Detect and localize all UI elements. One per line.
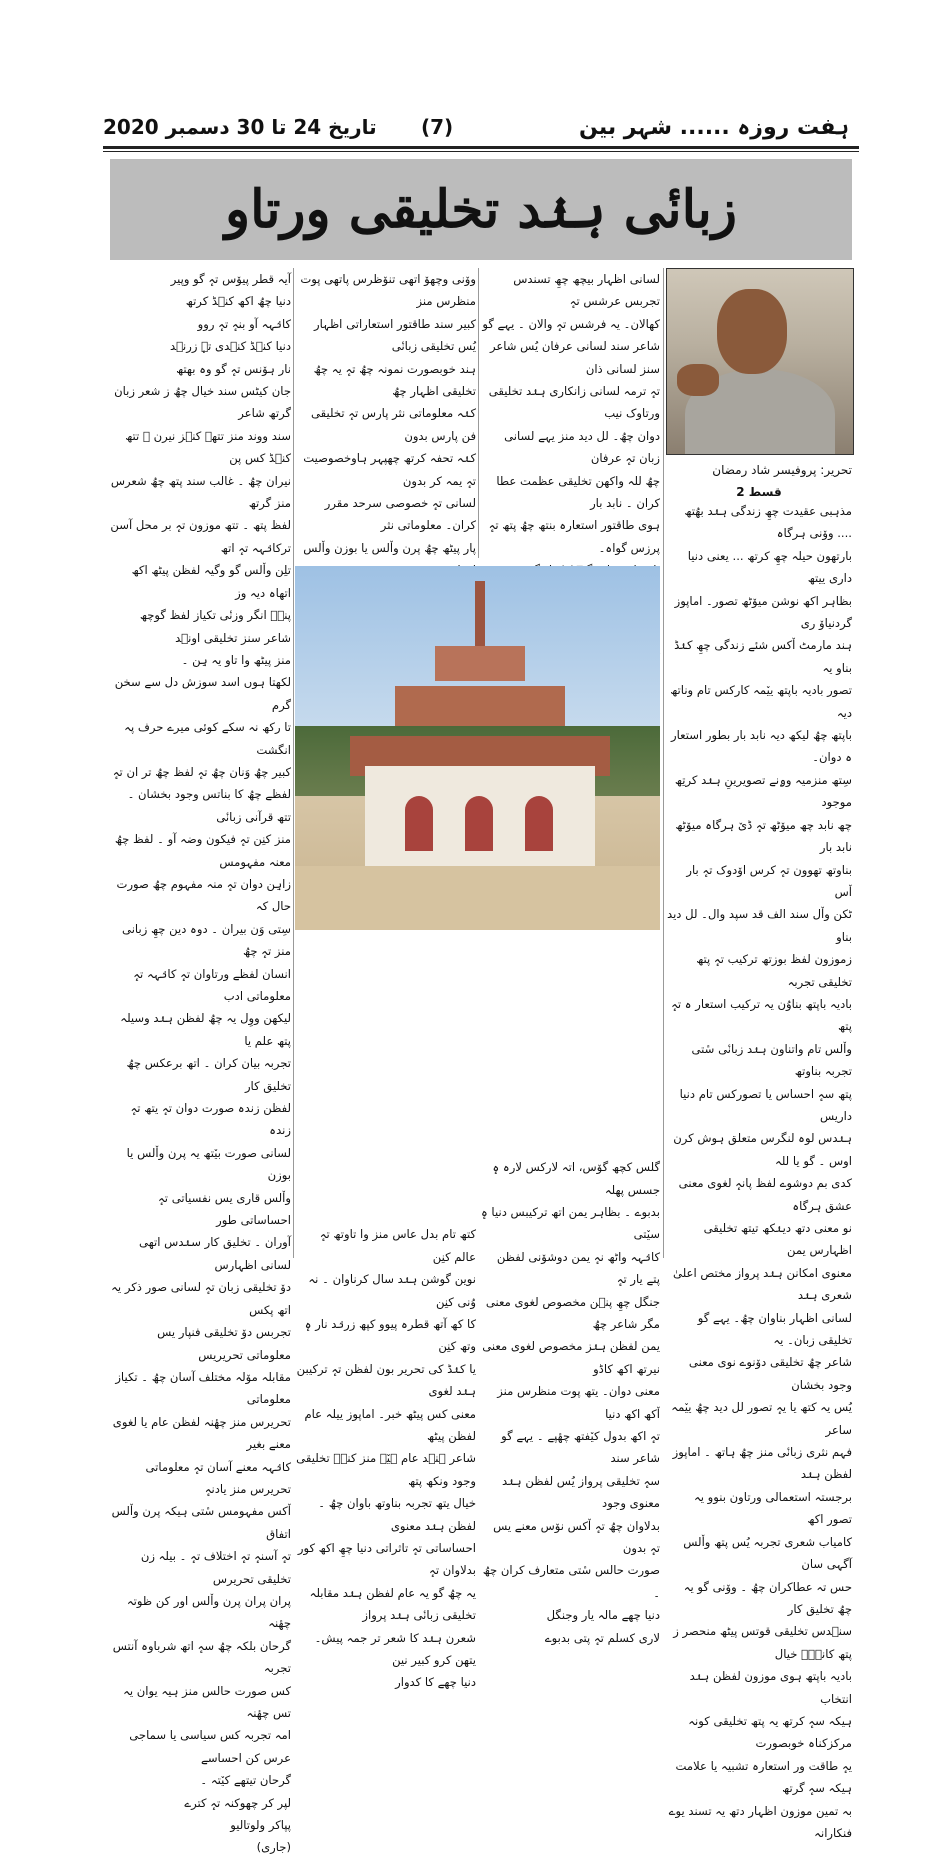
article-line: کدی بم دوشوے لفظ پانہٕ لغوی معنی عشق ہرگاہ <box>678 1176 852 1213</box>
article-line: سِتی وَن بیران ۔ دوہ دین چھِ زبانی منز تہٕ چھُ <box>122 921 291 959</box>
article-line: تجربہ بیان کران ۔ اتھ برعکس چھُ تخلیق کار <box>126 1056 291 1093</box>
article-line: کتھ تام بدل عاس منز وا تاوتھ تہٕ عالم کنِن <box>319 1227 476 1264</box>
article-line: فہم نثری زبانٔی منز چھُ ہاتھ ۔ اماپوز لفظن ہنٛد <box>672 1445 852 1482</box>
article-line: لسانی اظہار بناوان چھُ۔ یہے گو تخلیقی زبان۔ یہ <box>697 1310 852 1348</box>
article-line: دنیا چھے کا کدوار <box>395 1675 476 1690</box>
article-line: دوان چھُ۔ لل دید منز یہے لسانی زبان تہٕ عرفان <box>504 428 660 466</box>
article-line: یمن لفظن ہنٛز مخصوص لغوی معنی نیرتھ اکھ کاڈو <box>482 1339 660 1376</box>
photo-roof-middle <box>395 686 565 726</box>
article-line: اٚکس مفہومس سٔتی ہیکہ پرن واٚلس اتفاق <box>111 1504 291 1541</box>
article-line: شاعر چھُ تخلیقی دوٚنوے نوی معنی وجود بخشان <box>688 1355 852 1392</box>
header-rule-thin <box>103 151 859 152</box>
article-line: کس صورت حالس منز ہیہ یوان یہ تس چھٔنہ <box>123 1683 291 1720</box>
photo-spire <box>475 581 485 651</box>
portrait-hand <box>677 364 719 396</box>
article-line: تہٕ ترمہ لسانی زانکاری ہنٛد تخلیقی ورتاوک نیب <box>488 384 660 421</box>
article-line: کانٛہہ معنے آسان تہٕ معلوماتی تحریرس منز یادنہٕ <box>145 1459 291 1496</box>
article-line: ٹکن واٚل سند الف قد سپد وال۔ لل دید بناو <box>667 907 852 944</box>
article-line: سنٛدس تخلیقی قوتس پیٹھ منحصر ز پتھ کانٛہہ خیال <box>673 1624 852 1661</box>
article-line: دنیا چھے مالہ یار وجنگل <box>546 1608 660 1623</box>
article-line: انسان لفظے ورتاوان تہٕ کانٛہہ تہٕ معلوماتی ادب <box>133 966 291 1003</box>
portrait-head <box>717 289 787 374</box>
article-line: ہوی طاقتور استعارہ بنتھ چھُ پتھ تہٕ پرزس گواہ۔ <box>488 518 660 555</box>
article-line: ہند مارمٹ اٚکس شئے زندگی چھِ کنٛڈ بناو یہ <box>674 638 852 675</box>
article-line: سہٕ تخلیقی پرواز یُس لفظن ہنٛد معنوی وجود <box>502 1473 660 1511</box>
article-line: گرحان تیتھے کیٚتہ ۔ <box>200 1773 291 1788</box>
article-line: بدلاوان چھُ تہٕ اٚکس نوٚس معنے یس تہٕ بدون <box>493 1518 660 1556</box>
article-line: آیہ قطر پیوٚس تہٕ گو وپیر <box>170 272 291 286</box>
article-line: سِتھ منزمیہ وۄنے تصویرینِ ہنٛد کرتِھ موجود <box>674 772 852 810</box>
article-line: دنیا کنٛڈ کنٛدی تہٕ زرنٛد <box>169 339 291 354</box>
article-line: منز پیٹھ وا تاو یہ ہِن ۔ <box>181 652 291 667</box>
article-line: کنٛہ تحفہ کرتھ چھپہر ہاوخصوصیت تہٕ یمہ کر بدون <box>303 451 476 488</box>
article-line: جان کیٹس سند خیال چھُ ز شعر زبان گرتھ شاعر <box>114 384 291 421</box>
article-line: کا کھ آتھ قطرہ پیوو کپھ زرنٛد نار ہٕ وتھ کنِن <box>304 1316 476 1354</box>
article-line: امہ تجربہ کس سیاسی یا سماجی عرس کن احساسے <box>129 1728 291 1765</box>
article-line: نو معنی دتھ دینٛکھ تیتھ تخلیقی اظہارس یمن <box>703 1221 852 1258</box>
column-divider <box>293 268 294 1258</box>
article-line: تہٕ آسنہٕ تہٕ اختلاف تہٕ ۔ بیلہ زن تخلیقی تحریرس <box>140 1549 291 1586</box>
page-number: (7) <box>421 115 454 139</box>
article-line: معنی دوان۔ یتھ پوت منظرس منز اٚکھ اکھ دنیا <box>497 1384 660 1421</box>
article-line: ہند خوبصورت نمونہ چھُ تہٕ یہ چھُ تخلیقی اظہار چھُ <box>313 361 476 399</box>
article-line: کبیر چھُ وَنان چھُ تہٕ لفظ چھُ تر ان تہٕ <box>112 764 291 779</box>
article-line: نیران چھُ ۔ غالب سند پتھ چھُ شعرس منز گرتھ <box>110 473 291 511</box>
photo-roof-top <box>435 646 525 681</box>
article-line: چھ نابد چھ میوٚٹھ تہٕ ڈیٚ ہرگاہ میوٚٹھ نابد بار <box>675 817 852 855</box>
headline-banner <box>110 159 852 260</box>
article-line: بدبوے ۔ بظاہر یمن اتھ ترکیبس دنیا ہٕ سیٚتی <box>480 1204 660 1242</box>
article-line: چھُ للہ واکھن تخلیقی عظمت عطا کران ۔ نابد بار <box>496 473 660 511</box>
article-line: بادیہ باپتھ ہوی موزون لفظن ہنٛد انتخاب <box>689 1669 852 1706</box>
article-line: لسانی صورت بیٚتھ یہ پرن واٚلس یا بوزن <box>126 1145 291 1183</box>
article-line: معنی کس پیٹھ خبر۔ اماپوز ییلہ عام لفظن پیٹھ <box>304 1406 476 1444</box>
article-line: ہیکہ سہٕ کرتھ یہ پتھ تخلیقی کونہ مرکزکناہ خوبصورت <box>688 1713 852 1751</box>
article-line: لفظ پتھ ۔ تتھ موزون تہٕ بر محل آسن ترکانٛہہ تہٕ اتھ <box>110 518 291 555</box>
article-column-3 <box>295 268 476 1694</box>
article-line: تحریرس منز چھٔنہ لفظن عام یا لغوی معنے بغیر <box>112 1414 291 1452</box>
masthead: ہفت روزہ ...... شہر بین <box>579 115 849 140</box>
article-line: بادیہ باپتھ بناوُن یہ ترکیب استعار ہ تہٕ پتھ <box>671 996 852 1034</box>
article-line: تصور بادیہ باپتھ ییٚمہ کارکس تام وناتھ دیہ <box>670 683 852 720</box>
article-line: صورت حالس سٔتی متعارف کران چھُ ۔ <box>482 1563 660 1600</box>
article-line: کامیاب شعری تجربہ یُس پتھ واٚلس آگہی سان <box>683 1534 852 1572</box>
page-header <box>103 112 859 146</box>
article-line: لفظے چھُ کا بناتس وجود بخشان ۔ تتھ قرآنی زبانٔی <box>127 787 291 824</box>
column-divider <box>478 268 479 558</box>
article-line: مقابلہ موٚلہ مختلف آسان چھُ ۔ تکیاز معلوماتی <box>115 1369 291 1407</box>
article-line: کانٛہہ آو بنہٕ تہٕ روو <box>197 316 291 331</box>
article-line: پار پیٹھ چھُ پرن واٚلس یا بوزن واٚلس <box>303 540 476 555</box>
article-line: بظاہر اکھ نوشن میوٚٹھ تصور۔ اماپوز گردنیاوٚ ری <box>674 593 852 631</box>
article-line: نوین گوشن ہنٛد سال کرناوان ۔ نہ وُنی کنِن <box>308 1272 476 1309</box>
shrine-photo <box>295 566 660 930</box>
photo-arch <box>405 796 433 851</box>
article-line: یہ چھُ گو یہ عام لفظن ہنٛد مقابلہ تخلیقی زبانٔی ہنٛد پرواز <box>309 1585 476 1623</box>
article-line: کھالان۔ یہ فرشس تہٕ والان ۔ یہے گو <box>482 316 660 331</box>
article-line: تلِن واٚلس گو وگیہ لفظن پیٹھ اکھ اتھاہ دیہ وز <box>131 563 291 600</box>
article-line: دنیا چھُ اکھ کنٛڈ کرتھ <box>185 294 291 309</box>
article-line: یہٕ طاقت ور استعارہ تشبیہ یا علامت ہیکہ سہٕ گرتھ <box>675 1758 852 1796</box>
article-line: معنوی امکانن ہنٛد پرواز مختص اعلیٰ شعری ہنٛد <box>673 1265 852 1303</box>
article-line: پنٛہ انگر وزنٔی تکیاز لفظ گوچھ شاعر سنز تخلیقی اونٛد <box>139 608 291 645</box>
article-column-4 <box>110 268 291 1859</box>
article-line: زموزون لفظ بوزتھ ترکیب تہٕ پتھ تخلیقی تجربہ <box>696 952 852 989</box>
article-line: سند ووند منز تتھے کنٛز نیرن ۔ تتھ کنٛڈ کس پن <box>125 428 291 466</box>
article-line: کبیر سند طاقتور استعاراتی اظہار یُس تخلیقی زبانٔی <box>314 316 476 354</box>
article-line: شاعر ہنٛد عام ہیٚہ منز کنٛہ تخلیقی وجود ونکھ پتھ <box>296 1451 476 1488</box>
article-line: حس تہ عطاکران چھُ ۔ ووٚنی گو یہ چھُ تخلیق کار <box>683 1579 852 1616</box>
article-line: گلس کچھ گوٚس، اتہ لارکس لارہ ہٕ جسس پھلہ <box>492 1160 660 1197</box>
article-line: نار ہوٚنس تہٕ گو وہ بھتھ <box>176 361 291 376</box>
article-line: آوران ۔ تخلیق کار سنٛدس اتھی لسانی اظہارس <box>139 1235 291 1272</box>
article-line: پپاکر ولوتالیو <box>230 1818 291 1833</box>
article-column-1 <box>666 500 852 1844</box>
article-line: خیال یتھ تجربہ بناوتھ باوان چھُ ۔ لفظن ہنٛد معنوی <box>318 1496 476 1533</box>
photo-arch <box>525 796 553 851</box>
article-column-2 <box>480 268 660 1649</box>
article-line: تا رکھ نہ سکے کوئی میرے حرف پہ انگشت <box>124 720 291 757</box>
byline <box>666 459 852 503</box>
article-line: لیکھن ووِل یہ چھُ لفظن ہنٛد وسیلہ پتھ علم یا <box>120 1011 291 1048</box>
article-line: پران پران پرن واٚلس اور کن ظوتہ چھٔنہ <box>126 1593 291 1631</box>
article-line: لپر کر چھوکنہ تہٕ کترے <box>184 1795 291 1810</box>
article-line: بارتھون حیلہ چھِ کرتھ ... یعنی دنیا داری ییتھ <box>687 548 852 586</box>
article-line: واٚلس تام واتناون ہنٛد زبانٔی سٔتی تجربہ بناوتھ <box>691 1041 852 1079</box>
article-line: بہ تمین موزون اظہار دتھ یہ تسند یوے فنکارانہ <box>668 1803 852 1840</box>
article-line: یا کنٛڈ کی تحریر بون لفظن تہٕ ترکیبن ہنٛد لغوی <box>296 1361 476 1399</box>
dateline: تاریخ 24 تا 30 دسمبر 2020 <box>103 115 377 139</box>
article-line: برجستہ استعمالی ورتاون بنوو یہ تصور اکھ <box>693 1489 852 1527</box>
article-line: دوٚ تخلیقی زبان تہٕ لسانی صور ذکر یہ اتھ پکس <box>111 1280 291 1317</box>
article-line: یُس یہ کتھ یا یہٕ تصور لل دید چھُ ییٚمہ ساعر <box>671 1400 852 1437</box>
header-rule-thick <box>103 146 859 149</box>
article-line: شاعر سند لسانی عرفان یُس شاعر سنز لسانی ذان <box>489 339 660 376</box>
article-line: لسانی تہٕ خصوصی سرحد مقرر کران۔ معلوماتی نثر <box>324 496 476 533</box>
article-line: زاہِن دوان تہٕ منہ مفہوم چھُ صورت حال کہ <box>116 876 291 914</box>
photo-arch <box>465 796 493 851</box>
article-line: جنگل چھِ پنٛن مخصوص لغوی معنی مگر شاعر چھُ <box>485 1294 660 1331</box>
article-line: لاری کسلم تہٕ پتی بدبوے <box>544 1630 660 1645</box>
article-line: تجربس دوٚ تخلیقی فنپار یس معلوماتی تحریریس <box>157 1325 291 1362</box>
article-headline: زبانٔی ہنٛد تخلیقی ورتاو <box>224 179 738 240</box>
byline-installment: قسط 2 <box>736 485 782 499</box>
byline-author: تحریر: پروفیسر شاد رمضان <box>712 463 852 477</box>
article-line: ہنٛدس لوہ لنگرس متعلق ہوش کرن اوس ۔ گو یا للہ <box>673 1131 852 1168</box>
article-line: پتھ سہٕ احساس یا تصورکس تام دنیا داریس <box>679 1086 852 1123</box>
column-divider <box>663 268 664 1258</box>
article-line: لفظن زندہ صورت دوان تہٕ یتھ تہٕ زندہ <box>130 1101 291 1138</box>
article-line: لسانی اظہار بیچھ چھِ تسندس تجربس عرشس تہٕ <box>513 272 660 309</box>
article-line: بناوتھ تھوون تہٕ کرس اوٚدوک تہٕ بار اٚس <box>686 862 852 899</box>
article-line: مذہبی عقیدت چھِ زندگی ہنٛد بھُتھ .... ووٚنی ہرگاہ <box>684 504 852 541</box>
article-line: ووٚنی وچھوٚ اتھی تنوٚظرس پاتھی پوت منظرس منز <box>300 272 476 309</box>
photo-courtyard <box>295 866 660 930</box>
author-portrait <box>666 268 854 455</box>
article-line: منز کنِن تہٕ فیکون وضہ آو ۔ لفظ چھُ معنہ مفہومس <box>114 832 291 869</box>
article-line: لکھتا ہوں اسد سوزش دل سے سخن گرم <box>114 675 291 712</box>
article-line: (جاری) <box>256 1840 291 1855</box>
article-line: واٚلس قاری یس نفسیاتی تہٕ احساساتی طور <box>157 1190 291 1228</box>
article-line: کنٛہ معلوماتی نثر پارس تہٕ تخلیقی فن پارس بدون <box>310 406 476 443</box>
article-line: شعرن ہنٛد کا شعر تر جمہ پیش۔ یتھن کرو کبیر نین <box>314 1630 476 1668</box>
article-line: گرحان بلکہ چھُ سہٕ اتھ شرباوہ آنتس تجربہ <box>112 1638 291 1676</box>
article-line: احساساتی تہٕ تاثراتی دنیا چھِ اکھ کور بدلاوان تہٕ <box>297 1541 476 1578</box>
article-line: تہٕ اکھ بدول کیٚفتھ چھٔپے ۔ یہے گو شاعر سند <box>501 1429 660 1466</box>
article-line: باپتھ چھُ لیکھ دیہ نابد بار بطور استعار ہ دوان۔ <box>671 728 852 765</box>
article-line: کانٛہہ واٹھ نہٕ یمن دوشوٚنی لفظن پتے یار تہٕ <box>496 1249 660 1287</box>
